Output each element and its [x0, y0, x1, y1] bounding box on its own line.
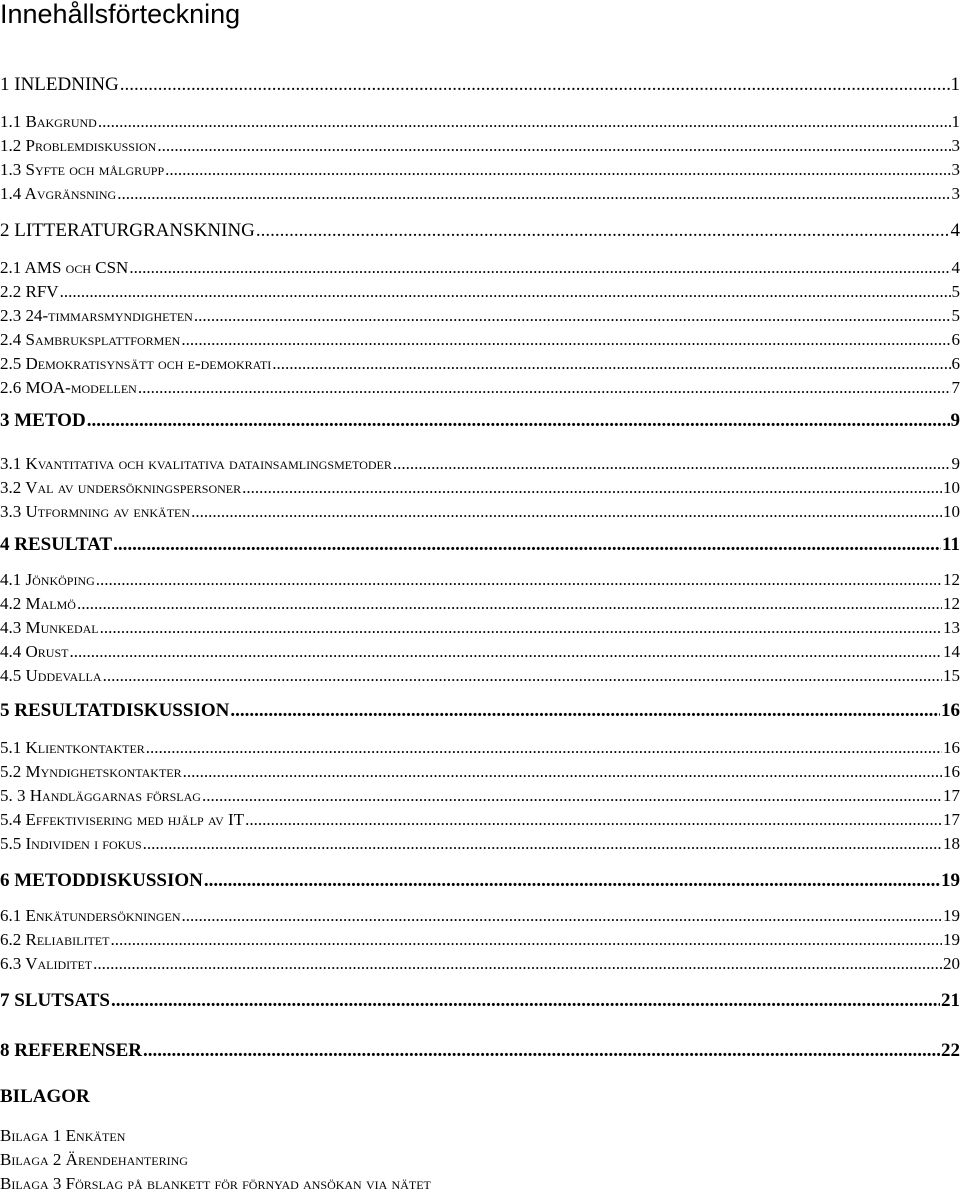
toc-entry-page-number: 10	[942, 478, 960, 498]
toc-entry-page-number: 7	[951, 378, 960, 398]
toc-entry-page-number: 16	[940, 700, 960, 722]
toc-entry-label: 3.1 Kvantitativa och kvalitativa datainsamlingsmetoder	[0, 454, 393, 474]
toc-dot-leader	[69, 642, 942, 662]
toc-dot-leader	[183, 762, 942, 782]
toc-section-entry[interactable]	[0, 374, 960, 398]
toc-dot-leader	[230, 700, 940, 722]
toc-section-entry[interactable]	[0, 156, 960, 180]
toc-dot-leader	[113, 534, 941, 556]
toc-entry-page-number: 5	[951, 282, 960, 302]
toc-entry-label: 1.3 Syfte och målgrupp	[0, 160, 165, 180]
toc-entry-label: 2.4 Sambruksplattformen	[0, 330, 181, 350]
toc-section-entry[interactable]	[0, 734, 960, 758]
toc-section-entry[interactable]	[0, 950, 960, 974]
toc-entry-page-number: 15	[942, 666, 960, 686]
toc-section-entry[interactable]	[0, 498, 960, 522]
toc-section-entry[interactable]	[0, 278, 960, 302]
toc-entry-page-number: 22	[940, 1040, 960, 1062]
toc-dot-leader	[202, 786, 942, 806]
toc-entry-label: 2.6 MOA-modellen	[0, 378, 138, 398]
toc-entry-label: 6.2 Reliabilitet	[0, 930, 110, 950]
toc-entry-label: 1.1 Bakgrund	[0, 112, 98, 132]
toc-dot-leader	[157, 136, 950, 156]
toc-entry-page-number: 3	[951, 184, 960, 204]
toc-chapter-entry[interactable]	[0, 408, 960, 432]
toc-entry-label: 2.5 Demokratisynsätt och e-demokrati	[0, 354, 272, 374]
toc-entry-page-number: 9	[950, 410, 960, 432]
toc-entry-page-number: 9	[951, 454, 960, 474]
toc-section-entry[interactable]	[0, 350, 960, 374]
toc-dot-leader	[77, 594, 942, 614]
toc-chapter-entry[interactable]	[0, 698, 960, 722]
toc-entry-page-number: 19	[942, 906, 960, 926]
toc-entry-page-number: 12	[942, 570, 960, 590]
toc-chapter-entry[interactable]	[0, 218, 960, 242]
toc-section-entry[interactable]	[0, 132, 960, 156]
toc-dot-leader	[96, 570, 942, 590]
toc-dot-leader	[256, 220, 950, 242]
toc-dot-leader	[182, 906, 942, 926]
toc-dot-leader	[129, 258, 950, 278]
toc-entry-page-number: 4	[950, 220, 960, 242]
toc-entry-label: 4.1 Jönköping	[0, 570, 96, 590]
toc-entry-page-number: 16	[942, 738, 960, 758]
toc-entry-page-number: 3	[951, 136, 960, 156]
page-title: Innehållsförteckning	[0, 0, 240, 32]
toc-dot-leader	[87, 410, 950, 432]
toc-section-entry[interactable]	[0, 782, 960, 806]
toc-entry-label: 1.2 Problemdiskussion	[0, 136, 157, 156]
toc-entry-label: 5.5 Individen i fokus	[0, 834, 143, 854]
toc-section-entry[interactable]	[0, 474, 960, 498]
toc-section-entry[interactable]	[0, 302, 960, 326]
toc-section-entry[interactable]	[0, 638, 960, 662]
toc-dot-leader	[191, 502, 942, 522]
toc-dot-leader	[98, 112, 951, 132]
toc-section-entry[interactable]	[0, 902, 960, 926]
toc-entry-page-number: 17	[942, 810, 960, 830]
toc-entry-page-number: 3	[951, 160, 960, 180]
toc-dot-leader	[204, 870, 940, 892]
toc-entry-page-number: 14	[942, 642, 960, 662]
toc-entry-page-number: 11	[941, 534, 960, 556]
toc-entry-label: 2.3 24-timmarsmyndigheten	[0, 306, 194, 326]
toc-dot-leader	[165, 160, 950, 180]
toc-entry-page-number: 6	[951, 354, 960, 374]
toc-entry-page-number: 19	[940, 870, 960, 892]
toc-dot-leader	[146, 738, 942, 758]
toc-entry-label: 2 LITTERATURGRANSKNING	[0, 220, 256, 242]
toc-dot-leader	[194, 306, 951, 326]
toc-dot-leader	[143, 1040, 940, 1062]
toc-entry-page-number: 16	[942, 762, 960, 782]
toc-entry-label: 4.5 Uddevalla	[0, 666, 103, 686]
toc-entry-label: 6 METODDISKUSSION	[0, 870, 204, 892]
toc-dot-leader	[103, 666, 942, 686]
toc-entry-page-number: 12	[942, 594, 960, 614]
toc-dot-leader	[393, 454, 951, 474]
toc-entry-label: 4.3 Munkedal	[0, 618, 100, 638]
appendix-item-2[interactable]: Bilaga 2 Ärendehantering	[0, 1148, 188, 1170]
toc-entry-label: 4.4 Orust	[0, 642, 69, 662]
toc-entry-label: 5.2 Myndighetskontakter	[0, 762, 183, 782]
toc-section-entry[interactable]	[0, 450, 960, 474]
toc-entry-label: 5 RESULTATDISKUSSION	[0, 700, 230, 722]
toc-entry-label: 3 METOD	[0, 410, 87, 432]
toc-dot-leader	[120, 74, 950, 96]
toc-entry-label: 8 REFERENSER	[0, 1040, 143, 1062]
toc-entry-label: 1.4 Avgränsning	[0, 184, 117, 204]
toc-dot-leader	[100, 618, 942, 638]
toc-entry-page-number: 6	[951, 330, 960, 350]
toc-chapter-entry[interactable]	[0, 868, 960, 892]
toc-section-entry[interactable]	[0, 326, 960, 350]
toc-dot-leader	[60, 282, 951, 302]
toc-entry-label: 2.2 RFV	[0, 282, 60, 302]
toc-section-entry[interactable]	[0, 662, 960, 686]
toc-section-entry[interactable]	[0, 926, 960, 950]
toc-section-entry[interactable]	[0, 758, 960, 782]
toc-entry-label: 3.2 Val av undersökningspersoner	[0, 478, 242, 498]
toc-dot-leader	[111, 990, 940, 1012]
toc-entry-label: 3.3 Utformning av enkäten	[0, 502, 191, 522]
toc-entry-page-number: 18	[942, 834, 960, 854]
toc-entry-page-number: 1	[950, 74, 960, 96]
toc-entry-page-number: 10	[942, 502, 960, 522]
toc-section-entry[interactable]	[0, 254, 960, 278]
toc-dot-leader	[117, 184, 950, 204]
toc-chapter-entry[interactable]	[0, 988, 960, 1012]
toc-section-entry[interactable]	[0, 180, 960, 204]
toc-entry-label: 5. 3 Handläggarnas förslag	[0, 786, 202, 806]
toc-dot-leader	[181, 330, 950, 350]
toc-dot-leader	[93, 954, 942, 974]
appendix-item-1[interactable]: Bilaga 1 Enkäten	[0, 1124, 125, 1146]
toc-section-entry[interactable]	[0, 566, 960, 590]
toc-chapter-entry[interactable]	[0, 1038, 960, 1062]
toc-dot-leader	[143, 834, 942, 854]
toc-dot-leader	[110, 930, 942, 950]
toc-entry-label: 4 RESULTAT	[0, 534, 113, 556]
toc-entry-label: 7 SLUTSATS	[0, 990, 111, 1012]
toc-entry-page-number: 13	[942, 618, 960, 638]
toc-entry-label: 6.1 Enkätundersökningen	[0, 906, 182, 926]
toc-entry-page-number: 19	[942, 930, 960, 950]
toc-entry-page-number: 1	[951, 112, 960, 132]
toc-entry-page-number: 21	[940, 990, 960, 1012]
toc-dot-leader	[242, 478, 942, 498]
toc-entry-label: 6.3 Validitet	[0, 954, 93, 974]
toc-dot-leader	[245, 810, 942, 830]
toc-chapter-entry[interactable]	[0, 532, 960, 556]
toc-section-entry[interactable]	[0, 108, 960, 132]
toc-entry-page-number: 5	[951, 306, 960, 326]
toc-entry-label: 2.1 AMS och CSN	[0, 258, 129, 278]
toc-section-entry[interactable]	[0, 806, 960, 830]
toc-entry-label: 5.1 Klientkontakter	[0, 738, 146, 758]
toc-dot-leader	[138, 378, 951, 398]
toc-dot-leader	[272, 354, 950, 374]
appendix-item-3[interactable]: Bilaga 3 Förslag på blankett för förnyad ansökan via nätet	[0, 1172, 431, 1194]
toc-entry-page-number: 4	[951, 258, 960, 278]
toc-chapter-entry[interactable]	[0, 72, 960, 96]
toc-entry-label: 5.4 Effektivisering med hjälp av IT	[0, 810, 245, 830]
toc-section-entry[interactable]	[0, 614, 960, 638]
toc-entry-label: 4.2 Malmö	[0, 594, 77, 614]
toc-entry-page-number: 17	[942, 786, 960, 806]
toc-entry-label: 1 INLEDNING	[0, 74, 120, 96]
toc-section-entry[interactable]	[0, 590, 960, 614]
toc-entry-page-number: 20	[942, 954, 960, 974]
toc-section-entry[interactable]	[0, 830, 960, 854]
appendix-heading: BILAGOR	[0, 1084, 90, 1108]
